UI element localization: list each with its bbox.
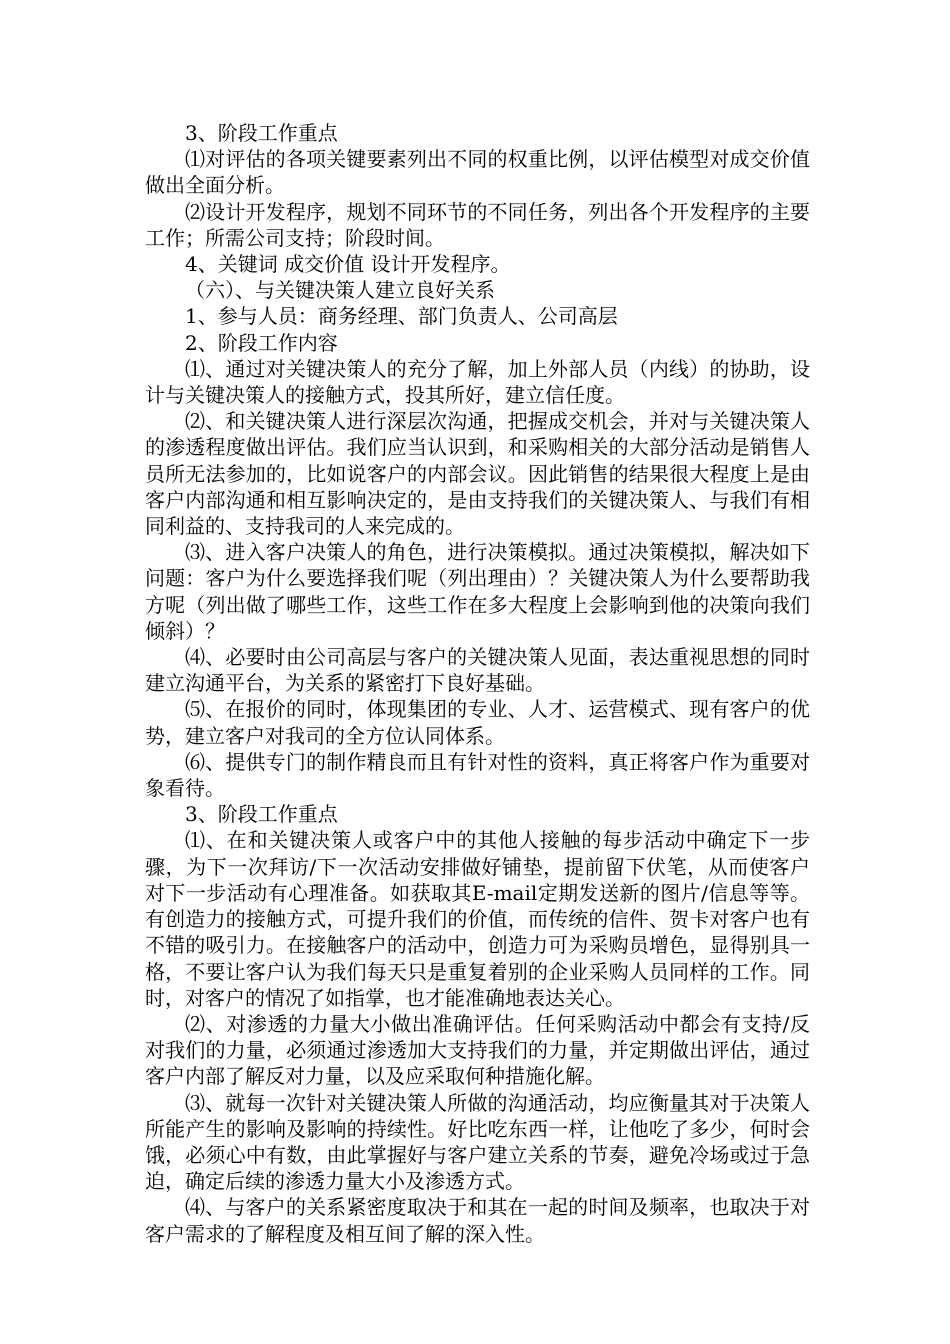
paragraph: ⑹、提供专门的制作精良而且有针对性的资料，真正将客户作为重要对象看待。 <box>145 749 810 801</box>
section-heading: （六）、与关键决策人建立良好关系 <box>185 278 495 303</box>
paragraph: ⑷、必要时由公司高层与客户的关键决策人见面，表达重视思想的同时建立沟通平台，为关系的紧密打下良好基础。 <box>145 645 810 696</box>
paragraph: ⑵、对渗透的力量大小做出准确评估。任何采购活动中都会有支持/反对我们的力量，必须通过渗透加大支持我们的力量，并定期做出评估，通过客户内部了解反对力量，以及应采取何种措施化解。 <box>145 1011 810 1089</box>
paragraph: ⑶、进入客户决策人的角色，进行决策模拟。通过决策模拟，解决如下问题：客户为什么要选择我们呢（列出理由）？关键决策人为什么要帮助我方呢（列出做了哪些工作，这些工作在多大程度上会影响到他的决策向我们倾斜）？ <box>145 540 810 643</box>
paragraph: 2、阶段工作内容 <box>185 330 338 355</box>
paragraph: ⑵、和关键决策人进行深层次沟通，把握成交机会，并对与关键决策人的渗透程度做出评估。我们应当认识到，和采购相关的大部分活动是销售人员所无法参加的，比如说客户的内部会议。因此销售的结果很大程度上是由客户内部沟通和相互影响决定的，是由支持我们的关键决策人、与我们有相同利益的、支持我司的人来完成的。 <box>145 409 810 539</box>
paragraph: ⑴对评估的各项关键要素列出不同的权重比例，以评估模型对成交价值做出全面分析。 <box>145 147 810 198</box>
paragraph: 4、关键词 成交价值 设计开发程序。 <box>185 252 511 277</box>
paragraph: 1、参与人员：商务经理、部门负责人、公司高层 <box>185 304 618 329</box>
paragraph: ⑴、通过对关键决策人的充分了解，加上外部人员（内线）的协助，设计与关键决策人的接触方式，投其所好，建立信任度。 <box>145 356 810 408</box>
paragraph: ⑷、与客户的关系紧密度取决于和其在一起的时间及频率，也取决于对客户需求的了解程度及相互间了解的深入性。 <box>145 1195 810 1246</box>
paragraph: ⑶、就每一次针对关键决策人所做的沟通活动，均应衡量其对于决策人所能产生的影响及影响的持续性。好比吃东西一样，让他吃了多少，何时会饿，必须心中有数，由此掌握好与客户建立关系的节奏，避免冷场或过于急迫，确定后续的渗透力量大小及渗透方式。 <box>145 1090 810 1194</box>
paragraph: ⑸、在报价的同时，体现集团的专业、人才、运营模式、现有客户的优势，建立客户对我司的全方位认同体系。 <box>145 697 810 748</box>
paragraph: ⑵设计开发程序，规划不同环节的不同任务，列出各个开发程序的主要工作；所需公司支持；阶段时间。 <box>145 199 810 250</box>
paragraph: 3、阶段工作重点 <box>185 121 338 145</box>
paragraph: ⑴、在和关键决策人或客户中的其他人接触的每步活动中确定下一步骤，为下一次拜访/下一次活动安排做好铺垫，提前留下伏笔，从而使客户对下一步活动有心理准备。如获取其E-mail定期发送新的图片/信息等等。有创造力的接触方式，可提升我们的价值，而传统的信件、贺卡对客户也有不错的吸引力。在接触客户的活动中，创造力可为采购员增色，显得别具一格，不要让客户认为我们每天只是重复着别的企业采购人员同样的工作。同时，对客户的情况了如指掌，也才能准确地表达关心。 <box>145 828 810 1010</box>
document-body <box>145 120 810 1247</box>
paragraph: 3、阶段工作重点 <box>185 802 338 827</box>
